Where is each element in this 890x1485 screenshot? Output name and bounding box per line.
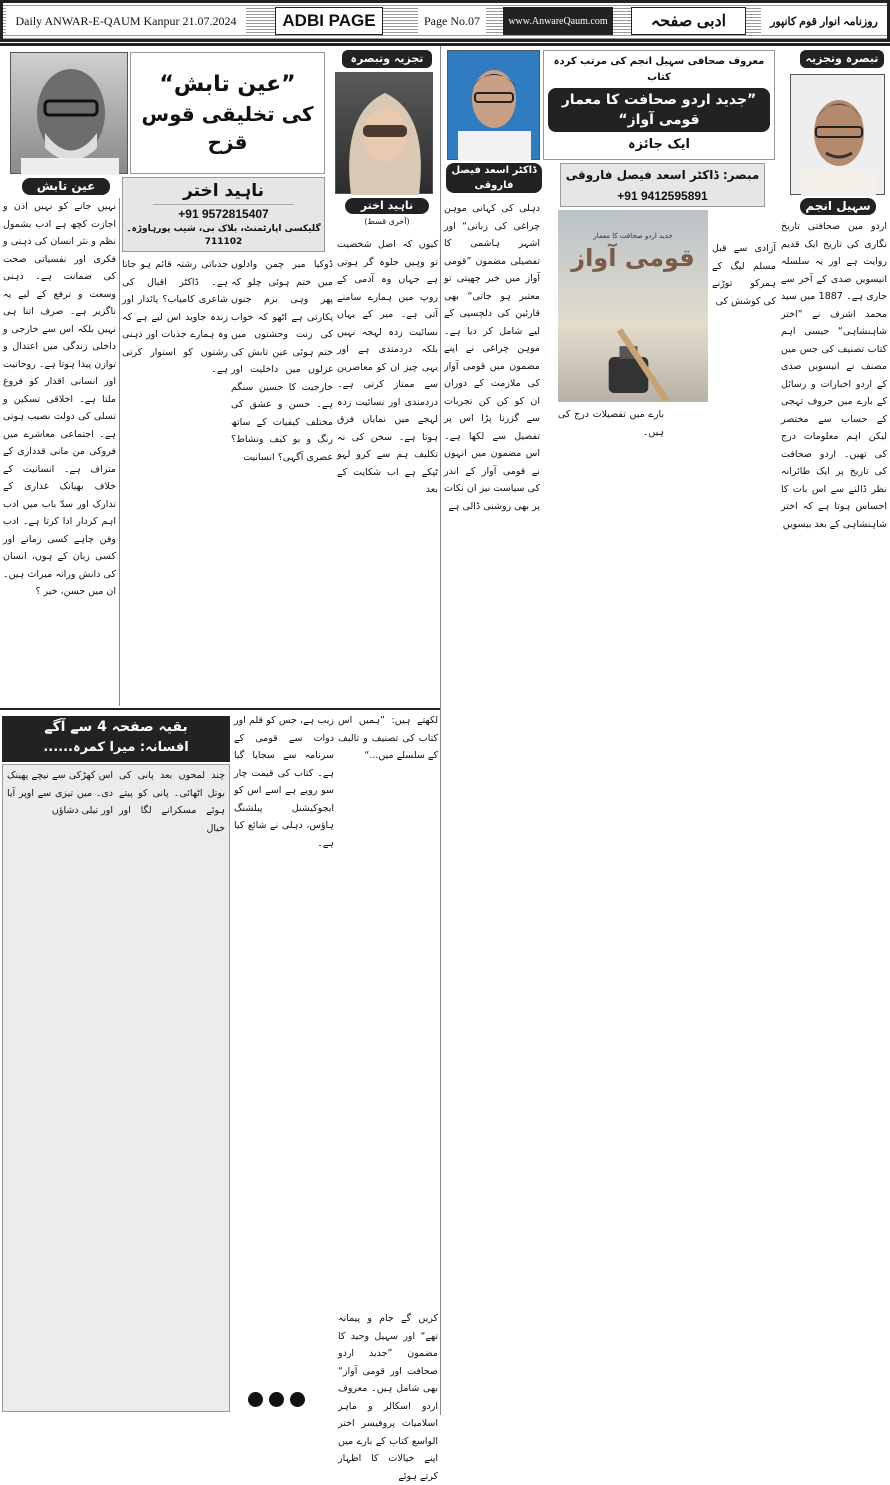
book-cover-subtitle: جدید اردو صحافت کا معمار <box>593 232 673 240</box>
left-headline-box <box>130 52 325 174</box>
reviewer-phone: +91 9412595891 <box>617 189 708 203</box>
right-article-continued-column-a: زیب ہے، جس کو قلم اور دوات سے قومی کے سرنامہ سے سجایا گیا ہے۔ کتاب کی قیمت چار سو روپے ہے اسے اس کو ایجوکیشنل پبلشنگ ہاؤس، دہلی نے شائع کیا ہے۔ <box>234 715 334 849</box>
story-box <box>2 764 230 1412</box>
right-kicker: معروف صحافی سہیل انجم کی مرتب کردہ کتاب <box>553 56 765 83</box>
reviewer-name-label: ڈاکٹر اسعد فیصل فاروقی <box>446 163 542 193</box>
right-article-column-2: بارے میں تفصیلات درج کی ہیں۔ <box>558 409 664 438</box>
left-headline-line2: کی تخلیقی قوس قزح <box>141 102 314 154</box>
section-divider <box>0 708 440 710</box>
right-section-tag: تبصرہ وتجزیہ <box>800 50 884 68</box>
story-column-1: اس کھڑکی سے نیچے پھینک دی۔ میں تیزی سے اوپر آیا اور تیلی دشاؤں <box>7 770 113 816</box>
right-article-column-3-top: آزادی سے قبل مسلم لیگ کے ہمرکو توڑنے کی کوشش کی <box>712 243 776 307</box>
column-divider <box>119 198 120 706</box>
book-cover-title: قومی آواز <box>571 244 695 272</box>
left-article-column-1: نہیں جانے کو نہیں اذن و اجازت کچھ ہے ادب بشمول نظم و نثر انسان کی ذہنی و فکری اور نفسیاتی صحت کی ضمانت ہے۔ ذہنی وسعت و ترفع کے لیے یہ ناگزیر ہے۔ صرف اتنا ہی نہیں بلکہ اس سے خارجی و داخلی زندگی میں اعتدال و توازن پیدا ہوتا ہے۔ روحانیت اور انسانی اقدار کو فروغ ملتا ہے۔ اخلاقی تسکین و تسلی کی دولت نصیب ہوتی ہے۔ اجتماعی معاشرے میں فروکی من مانی قدداری کے متراف ہے۔ انسانیت کے خلاف بھیانک غداری کے تدارک اور سدّ باب میں ادب اہم کردار ادا کرتا ہے۔ ادب وفن چاہے کسی زمانے اور کسی زبان کے ہوں، انسان کی دانش ورانہ میراث ہیں۔ ان میں حسن، خیر ؟ <box>3 201 116 597</box>
right-article-continued-column-c: کریں گے جام و پیمانہ تھے“ اور سہیل وحید کا مضمون ”جدید اردو صحافت اور قومی آواز“ بھی شامل ہیں۔ معروف اردو اسکالر و ماہر اسلامیات پروفیسر اختر الواسع کتاب کے بارے میں اپنے خیالات کا اظہار کرتے ہوئے <box>338 1313 438 1482</box>
continued-title: بقیہ صفحہ 4 سے آگے <box>44 719 188 735</box>
author-phone: +91 9572815407 <box>178 207 269 221</box>
masthead-logo: روزنامہ انوار قوم کانپور <box>761 7 887 35</box>
subject-name-label: عین تابش <box>22 178 110 195</box>
section-title-en: ADBI PAGE <box>275 7 383 35</box>
left-article-column-3: ڈوکیا میر چمن وادلوں میں ختم ہوئی چلو کہ پھر وہی بزم جنوں پکارتی ہے اٹھو کہ خواب کی زنت وحشتوں میں ختم ہوئی عین تابش کی غزلوں میں داخلیت اور خارجیت کا حسین سنگم ہے۔ حسن و عشق کی مختلف کیفیات کے ساتھ رنگ و بو کیف ونشاط؟ عصری آگہی؟ انسانیت <box>231 259 333 463</box>
page-number: Page No.07 <box>418 7 486 35</box>
right-subhead: ایک جائزہ <box>627 137 690 152</box>
right-article-column-3 <box>668 406 776 1411</box>
photo-sohail-anjum <box>790 74 885 195</box>
right-article-column-4: اردو میں صحافتی تاریخ نگاری کی تاریخ ایک قدیم روایت ہے اور یہ سلسلہ انیسویں صدی کے آخر سے جاری ہے۔ 1887 میں سید محمد اشرف نے ”اختر شاہنشاہی“ جیسی اہم کتاب تصنیف کی جس میں مصنف نے انیسویں صدی کے اردو اخبارات و رسائل کے بارے میں حروف تہجی کے حساب سے مختصر لیکن اہم معلومات درج کی تھیں۔ اردو صحافت کی تاریخ پر ایک طائرانہ نظر ڈالنے سے اس بات کا احساس ہوتا ہے کہ اختر شاہنشاہی کے بعد بیسویں <box>781 221 888 530</box>
right-headline-box <box>543 50 775 160</box>
reviewer-box <box>560 163 765 207</box>
photo-ain-tabish <box>10 52 128 174</box>
installment-note: (آخری قسط) <box>364 217 410 226</box>
photo-asad-faisal-farooqui <box>447 50 540 160</box>
author-name-label: ناہید اختر <box>345 198 429 214</box>
left-article-column-2: جذباتی رشتہ قائم ہو جاتا ہے۔ ڈاکٹر اقبال کی شاعری کامیاب؟ پائدار اور زندہ جاوید اس لیے ہے کہ وہ ہمارے جذبات اور ذہنی رشتوں کو استوار کرتی ہے۔ <box>122 259 228 375</box>
page-divider <box>440 46 441 1415</box>
header-rule <box>0 43 890 46</box>
end-dots <box>245 1392 325 1411</box>
left-article-column-4: کیوں کہ اصل شخصیت تو وہیں جلوہ گر ہوتی ہے جہاں وہ آدمی کے روپ میں ہمارے سامنے آتی ہے۔ میر کے یہاں نسائیت زدہ لہجہ نہیں بلکہ دردمندی ہے اور یہی چیز ان کو معاصرین سے ممتاز کرتی ہے۔ دردمندی اور نسائیت زدہ لہجے میں نمایاں فرق ہوتا ہے۔ سخن کی نہ تکلیف ہم سے کرو لہو ٹپکے ہے اب شکایت کے بعد <box>337 239 438 495</box>
page-header <box>0 0 890 42</box>
right-article-continued-column-b: لکھتے ہیں: ”ہمیں اس کتاب کی تصنیف و تالیف کے سلسلے میں...“ <box>338 715 438 761</box>
continued-banner <box>2 716 230 762</box>
story-column-2: چند لمحوں بعد پانی کی بوتل اٹھائی۔ پانی کو پیتے ہوئے مسکرانے لگا اور خیال <box>119 770 225 834</box>
subject-name-label-right: سہیل انجم <box>800 198 876 215</box>
photo-naheed-akhtar <box>335 72 433 194</box>
reviewer-byline: مبصر: ڈاکٹر اسعد فیصل فاروقی <box>565 168 760 182</box>
right-headline: ”جدید اردو صحافت کا معمار قومی آواز“ <box>548 88 770 132</box>
left-headline-line1: ”عین تابش“ <box>159 72 296 97</box>
section-title-ur: ادبی صفحہ <box>631 7 746 35</box>
left-section-tag: تجزیہ وتبصرہ <box>342 50 432 68</box>
website-link[interactable]: www.AnwareQaum.com <box>503 7 613 35</box>
header-date-line: Daily ANWAR-E-QAUM Kanpur 21.07.2024 <box>6 7 246 35</box>
author-name: ناہید اختر <box>153 178 294 205</box>
author-box <box>122 177 325 252</box>
book-cover-image <box>558 210 708 402</box>
story-title: افسانہ: میرا کمرہ...... <box>43 740 189 755</box>
author-address: گلیکسی اپارٹمنٹ، بلاک بی، شیب پورہاوڑہ۔ 711102 <box>126 224 321 247</box>
right-article-column-1: دہلی کی کہانی موہن چراغی کی زبانی“ اور اشہر ہاشمی کا تفصیلی مضمون ”قومی آواز میں خبر چھپتی تو معتبر ہو جاتی“ بھی قارئین کی دلچسپی کے لیے شامل کر دیا ہے۔ موہن چراغی نے اپنے مضمون میں قومی آواز کی ملازمت کے دوران ان کو کن کن تجربات سے گزرنا پڑا اس پر تفصیل سے لکھا ہے۔ اس مضمون میں انہوں نے قومی آواز کے اندر کی سیاست نیز ان نکات پر بھی روشنی ڈالی ہے <box>444 203 540 512</box>
